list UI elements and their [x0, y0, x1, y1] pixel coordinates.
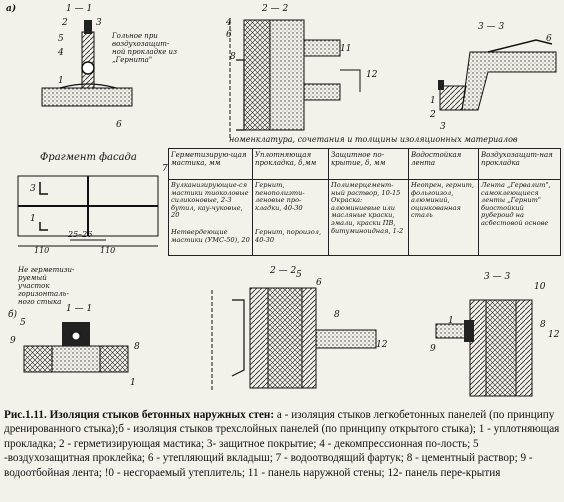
table-cell: Неопрен, гернит, фольгоизол, алюминий, оцинкованная сталь	[411, 181, 474, 220]
callout-3: 3	[30, 184, 36, 194]
callout-8: 8	[334, 310, 340, 320]
dimension-110-right: 110	[100, 246, 116, 255]
dimension-110-left: 110	[34, 246, 50, 255]
table-cell: Лента „Гервалит", самоклеющиеся ленты „Гернит" биостойкий рубероид на асбестовой основе	[481, 181, 551, 227]
table-column	[409, 149, 479, 255]
facade-fragment-label: Фрагмент фасада	[40, 152, 137, 163]
unsealed-joint-note: Не герметизи-руемый участок горизонталь-ного стыка	[18, 266, 75, 306]
callout-4: 4	[58, 48, 64, 58]
callout-2: 2	[62, 18, 68, 28]
detail-b-section-3-3	[436, 300, 532, 396]
materials-table-title: номенклатура, сочетания и толщины изоляционных материалов	[229, 135, 518, 144]
callout-9: 9	[10, 336, 16, 346]
callout-7: 7	[162, 164, 168, 174]
detail-b-section-2-2	[212, 288, 376, 392]
table-cell: Гернит, пороизол, 40-30	[255, 228, 322, 244]
table-header: Защитное по-крытие, δ, мм	[331, 151, 386, 167]
callout-11: 11	[340, 44, 352, 54]
section-1-1-top-label: 1 — 1	[66, 4, 93, 14]
glue-note: Гольное при воздухозащит-ной прокладке из „Гернита"	[112, 32, 177, 64]
callout-3: 3	[96, 18, 102, 28]
figure-caption-title: Рис.1.11. Изоляция стыков бетонных наружных стен:	[4, 409, 275, 421]
table-column	[479, 149, 560, 255]
materials-table	[168, 135, 561, 256]
callout-12: 12	[548, 330, 560, 340]
callout-4: 4	[226, 18, 232, 28]
callout-6: 6	[226, 30, 232, 40]
figure-a-label: а)	[6, 4, 17, 14]
dimension-25-26: 25–26	[68, 230, 93, 239]
callout-1: 1	[448, 316, 454, 326]
callout-8: 8	[134, 342, 140, 352]
callout-12: 12	[366, 70, 378, 80]
callout-5: 5	[20, 318, 26, 328]
table-cell: Нетвердеющие мастики (УМС-50), 20	[171, 228, 250, 244]
section-3-3-top-label: 3 — 3	[478, 22, 505, 32]
table-column	[329, 149, 409, 255]
callout-1: 1	[130, 378, 136, 388]
section-3-3-bottom-label: 3 — 3	[484, 272, 511, 282]
table-cell: Вулканизирующие-ся мастики тиоколовые силиконовые, 2-3 бутил, кау-чуковые, 20	[171, 181, 249, 220]
callout-9: 9	[430, 344, 436, 354]
detail-a-section-2-2	[230, 20, 360, 140]
callout-5: 5	[58, 34, 64, 44]
callout-8: 8	[540, 320, 546, 330]
section-2-2-top-label: 2 — 2	[262, 4, 289, 14]
section-1-1-bottom-label: 1 — 1	[66, 304, 93, 314]
callout-6: 6	[316, 278, 322, 288]
table-column	[253, 149, 329, 255]
callout-5: 5	[296, 270, 302, 280]
detail-a-section-3-3	[438, 40, 556, 110]
callout-3: 3	[440, 122, 446, 132]
table-cell: Гернит, пенополиэти-леновые про-кладки, 40-30	[255, 181, 305, 212]
callout-1: 1	[30, 214, 36, 224]
figure-caption	[4, 408, 560, 480]
callout-6: 6	[546, 34, 552, 44]
table-header: Уплотняющая прокладка, δ,мм	[255, 151, 317, 167]
callout-2: 2	[430, 110, 436, 120]
table-header: Герметизирую-щая мастика, мм	[171, 151, 247, 167]
callout-12: 12	[376, 340, 388, 350]
table-cell: Полимерцемент-ный раствор, 10-15 Окраска: алюминиевые или масляные краски, эмали, краски ПВ, битуминоидная, 1-2	[331, 181, 404, 235]
section-2-2-bottom-label: 2 — 2	[270, 266, 297, 276]
callout-1: 1	[58, 76, 64, 86]
table-column	[169, 149, 253, 255]
table-header: Водостойкая лента	[411, 151, 462, 167]
table-header: Воздухозащит-ная прокладка	[481, 151, 553, 167]
callout-6: 6	[116, 120, 122, 130]
callout-10: 10	[534, 282, 546, 292]
detail-b-section-1-1	[24, 322, 128, 372]
figure-b-label: б)	[8, 310, 18, 320]
callout-8: 8	[230, 52, 236, 62]
callout-1: 1	[430, 96, 436, 106]
figure-caption-text: а - изоляция стыков легкобетонных панелей (по принципу дренированного стыка);б - изоляция стыков трехслойных панелей (по принципу открытого стыка); 1 - уплотняющая прокладка; 2 - герметизирующая мастика; 3- защитное покрытие; 4 - декомпрессионная по-лость; 5 -воздухозащитная проклейка; 6 - утепляющий вкладыш; 7 - водоотводящий фартук; 8 - цементный раствор; 9 - водоотбойная лента; !0 - несгораемый утеплитель; 11 - панель наружной стены; 12- панель пере-крытия	[4, 409, 560, 479]
